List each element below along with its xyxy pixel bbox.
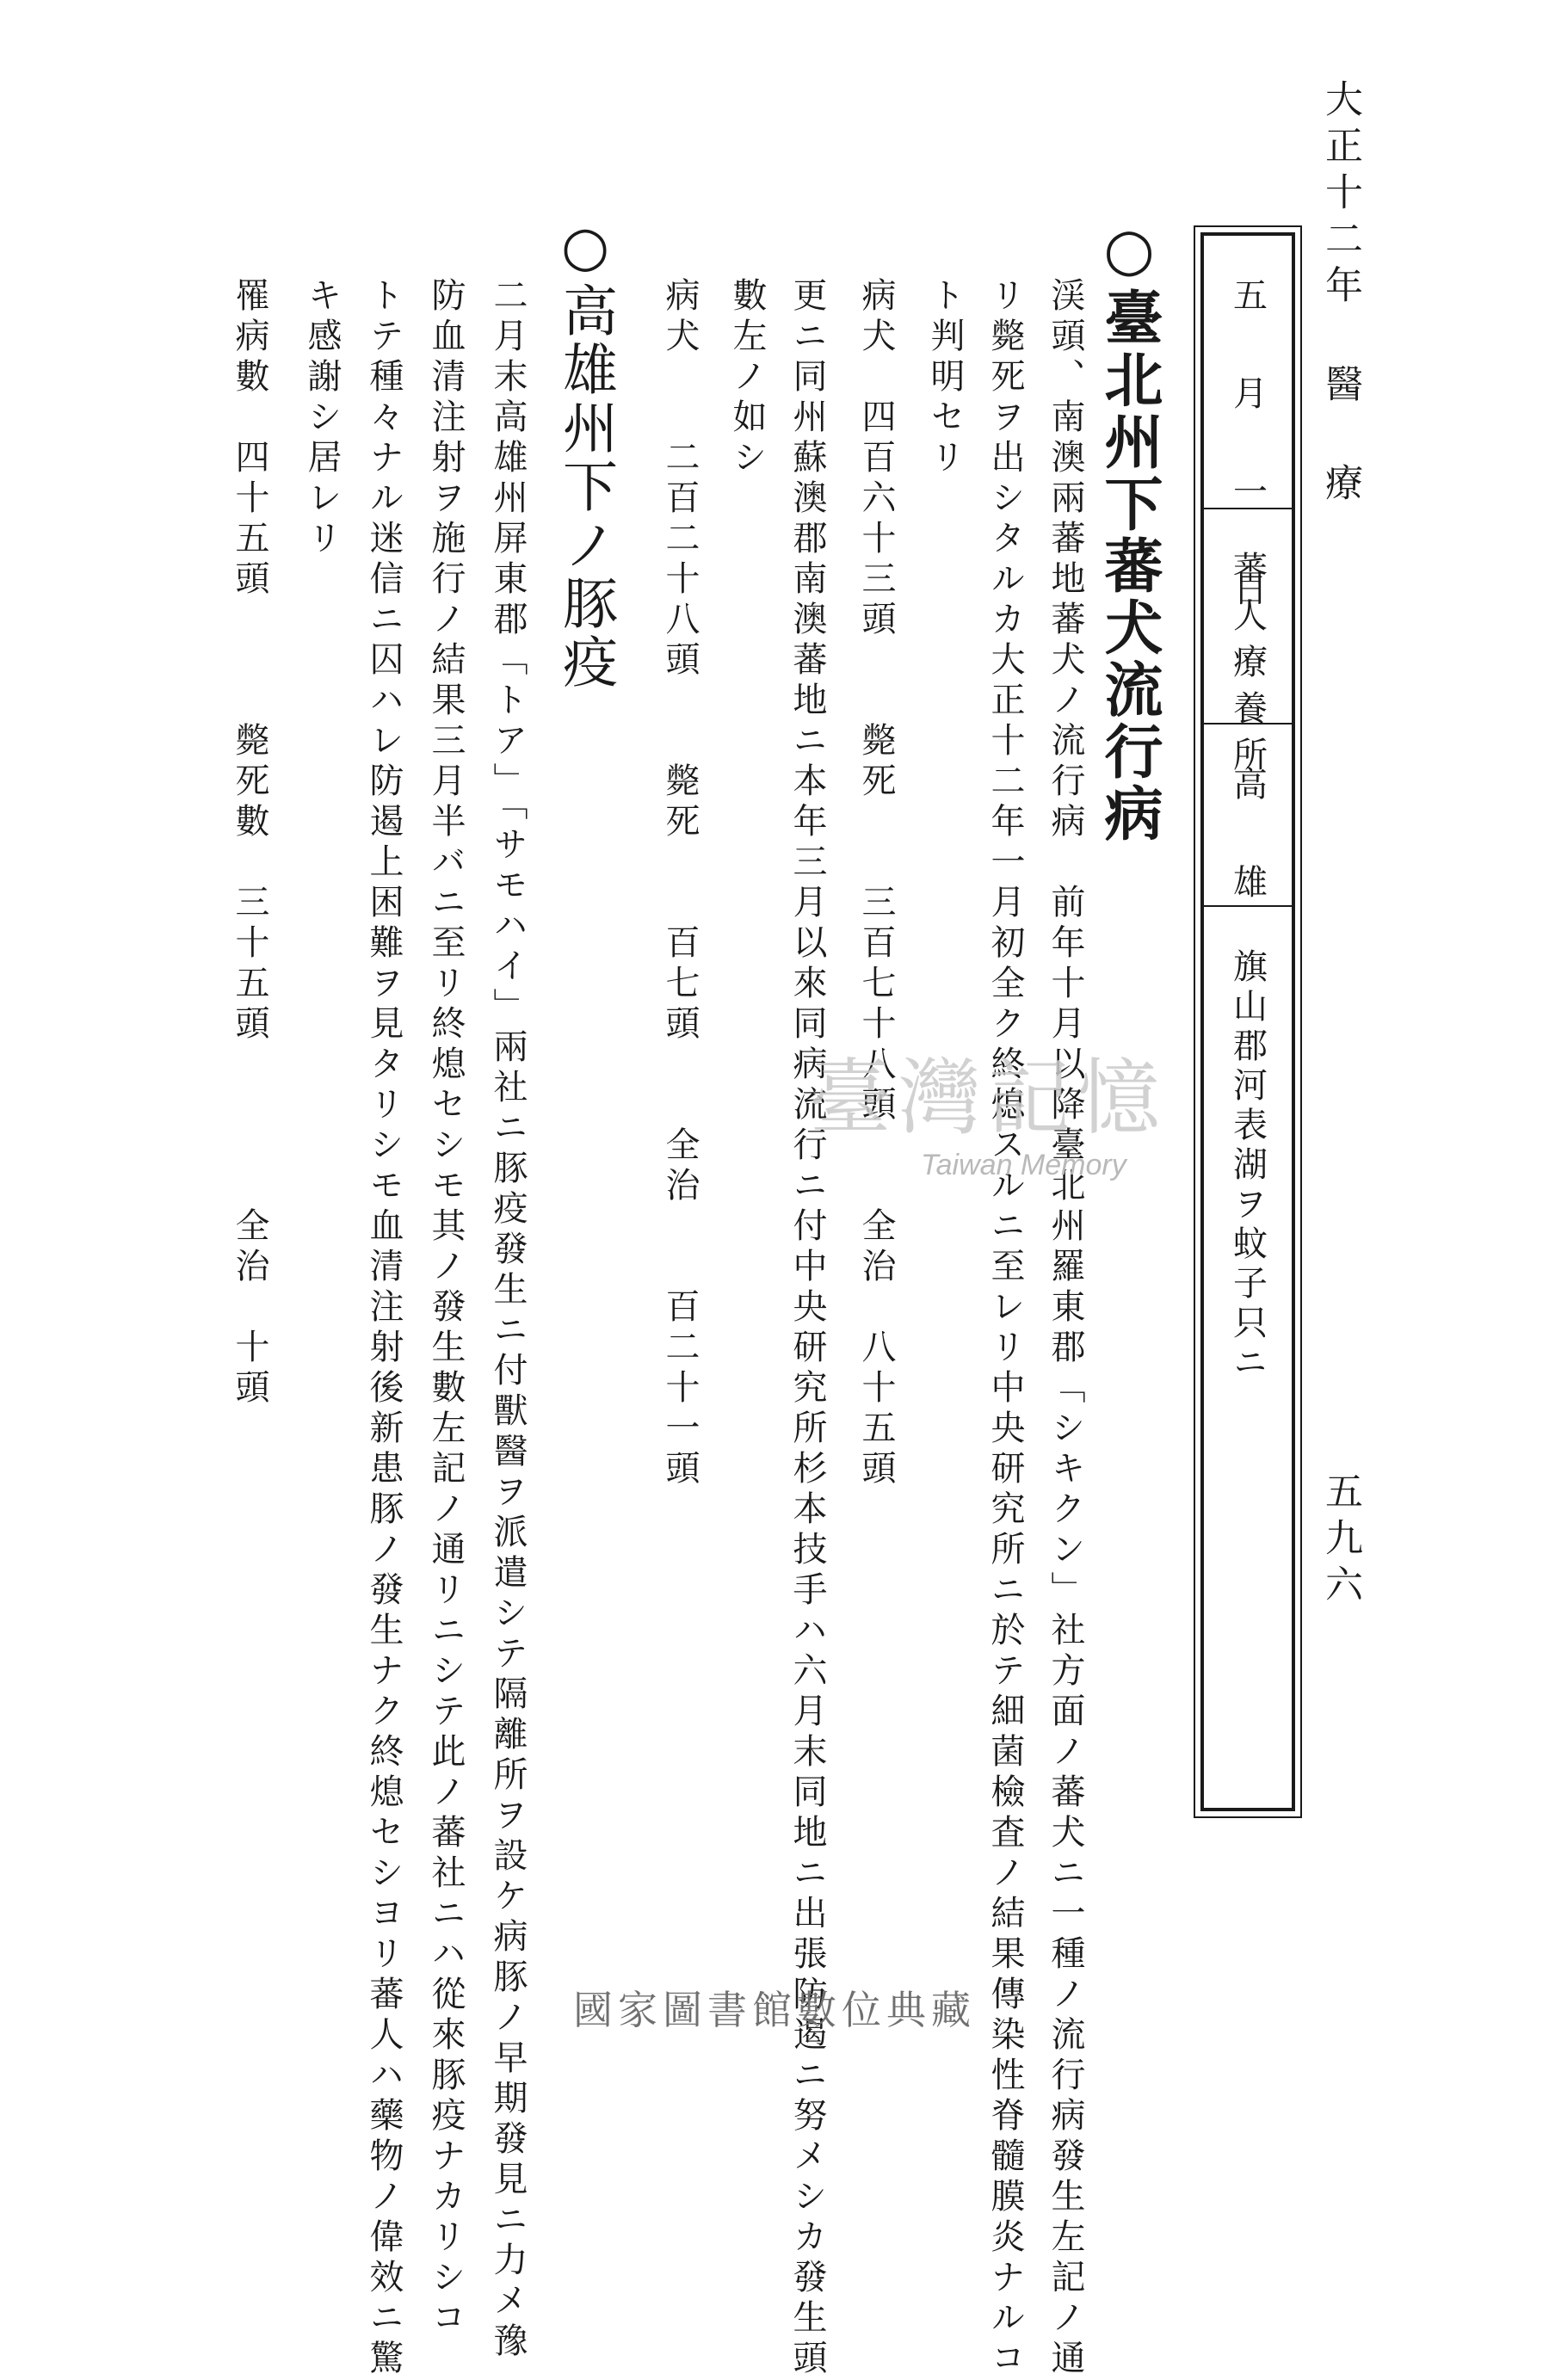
section1-title: ○臺北州下蕃犬流行病 — [1095, 215, 1163, 845]
section1-line-1: 渓頭、南澳兩蕃地蕃犬ノ流行病 前年十月以降臺北州羅東郡「シキクン」社方面ノ蕃犬ニ一種ノ流行病發生左記ノ通 — [1046, 277, 1085, 2380]
section2-title: ○高雄州下ノ豚疫 — [553, 215, 617, 692]
schedule-city-cell — [1204, 724, 1292, 910]
section2-line-4: キ感謝シ居レリ — [302, 277, 342, 560]
section1-table-2: 病犬 二百二十八頭 斃死 百七頭 全治 百二十一頭 — [660, 277, 700, 1490]
section1-line-5: 數左ノ如シ — [727, 277, 767, 479]
schedule-city: 高 雄 — [1227, 766, 1268, 910]
section1-table-1: 病犬 四百六十三頭 斃死 三百七十八頭 全治 八十五頭 — [856, 277, 896, 1490]
section2-line-2: 防血清注射ヲ施行ノ結果三月半バニ至リ終熄セシモ其ノ發生數左記ノ通リニシテ此ノ蕃社ニハ從來豚疫ナカリシコ — [426, 277, 466, 2340]
section1-line-4: 更ニ同州蘇澳郡南澳蕃地ニ本年三月以來同病流行ニ付中央研究所杉本技手ハ六月末同地ニ出張防遏ニ努メシカ發生頭 — [787, 277, 827, 2380]
running-head: 大正十二年 醫 療 — [1318, 79, 1362, 509]
schedule-location: 旗山郡河表湖ヲ蚊子只ニ — [1227, 948, 1268, 1384]
section1-line-3: ト判明セリ — [925, 277, 965, 479]
section2-line-3: トテ種々ナル迷信ニ囚ハレ防遏上困難ヲ見タリシモ血清注射後新患豚ノ發生ナク終熄セシヨリ蕃人ハ藥物ノ偉效ニ驚 — [364, 277, 404, 2380]
watermark-logo-en: Taiwan Memory — [921, 1149, 1126, 1181]
schedule-institution-cell — [1204, 509, 1292, 783]
section1-line-2: リ斃死ヲ出シタルカ大正十二年一月初全ク終熄スルニ至レリ中央研究所ニ於テ細菌檢査ノ結果傳染性脊髓膜炎ナルコ — [985, 277, 1025, 2380]
watermark-logo: 臺灣記憶 — [809, 1050, 1167, 1146]
schedule-location-cell — [1204, 907, 1292, 1808]
page-number: 五九六 — [1318, 1471, 1362, 1611]
footer-archive-label: 國家圖書館數位典藏 — [573, 1987, 976, 2033]
schedule-date-cell — [1204, 236, 1292, 618]
section2-table: 罹病數 四十五頭 斃死數 三十五頭 全治 十頭 — [230, 277, 269, 1409]
schedule-institution: 蕃人療養所 — [1227, 551, 1268, 783]
schedule-box — [1200, 232, 1295, 1811]
schedule-date: 五 月 一 日 — [1227, 277, 1268, 618]
section2-line-1: 二月末高雄州屏東郡「トア」「サモハイ」兩社ニ豚疫發生ニ付獸醫ヲ派遣シテ隔離所ヲ設ケ病豚ノ早期發見ニ力メ豫 — [488, 277, 528, 2363]
